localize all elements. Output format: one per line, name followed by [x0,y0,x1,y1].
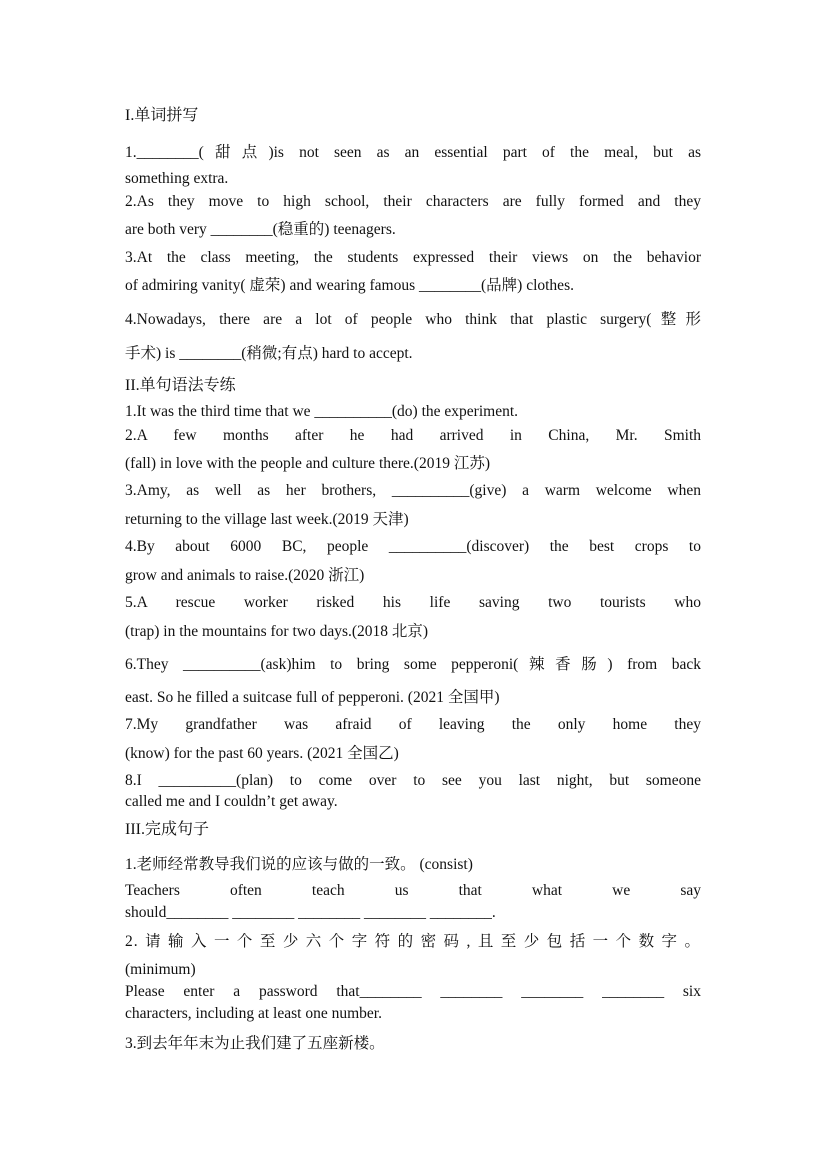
section3-title: III.完成句子 [125,821,209,838]
s2-q5-line1: 5.A rescue worker risked his life saving two tourists who [125,594,701,611]
s1-q4-line1: 4.Nowadays, there are a lot of people who think that plastic surgery(整形 [125,311,701,328]
s2-q2-line1: 2.A few months after he had arrived in China, Mr. Smith [125,427,701,444]
s2-q7-line2: (know) for the past 60 years. (2021 全国乙) [125,745,399,762]
s2-q7-line1: 7.My grandfather was afraid of leaving the only home they [125,716,701,733]
s1-q2-line1: 2.As they move to high school, their characters are fully formed and they [125,193,701,210]
s2-q4-line2: grow and animals to raise.(2020 浙江) [125,567,365,584]
s3-q2-line4: characters, including at least one number. [125,1005,382,1022]
s1-q3-line2: of admiring vanity( 虚荣) and wearing famous ________(品牌) clothes. [125,277,574,294]
s2-q8-line2: called me and I couldn’t get away. [125,793,338,810]
s1-q1-line1: 1.________(甜点)is not seen as an essential part of the meal, but as [125,144,701,161]
s2-q3-line1: 3.Amy, as well as her brothers, __________(give) a warm welcome when [125,482,701,499]
s3-q2-line3: Please enter a password that________ ________ ________ ________ six [125,983,701,1000]
s3-q2-line2: (minimum) [125,961,196,978]
s3-q1-line1: 1.老师经常教导我们说的应该与做的一致。 (consist) [125,856,473,873]
s1-q4-line2: 手术) is ________(稍微;有点) hard to accept. [125,345,413,362]
s2-q8-line1: 8.I __________(plan) to come over to see you last night, but someone [125,772,701,789]
s2-q4-line1: 4.By about 6000 BC, people __________(discover) the best crops to [125,538,701,555]
s2-q6-line2: east. So he filled a suitcase full of pepperoni. (2021 全国甲) [125,689,500,706]
s3-q1-line2: Teachers often teach us that what we say [125,882,701,899]
s2-q1-line1: 1.It was the third time that we __________(do) the experiment. [125,403,519,420]
section1-title: I.单词拼写 [125,107,199,124]
s1-q2-line2: are both very ________(稳重的) teenagers. [125,221,396,238]
s3-q2-line1: 2.请输入一个至少六个字符的密码,且至少包括一个数字。 [125,933,701,950]
s2-q6-line1: 6.They __________(ask)him to bring some pepperoni(辣香肠) from back [125,656,701,673]
s2-q2-line2: (fall) in love with the people and culture there.(2019 江苏) [125,455,490,472]
s1-q1-line2: something extra. [125,170,229,187]
s2-q5-line2: (trap) in the mountains for two days.(2018 北京) [125,623,429,640]
section2-title: II.单句语法专练 [125,377,236,394]
s3-q3-line1: 3.到去年年末为止我们建了五座新楼。 [125,1035,385,1052]
s3-q1-line3: should________ ________ ________ ________ ________. [125,904,496,921]
s2-q3-line2: returning to the village last week.(2019 天津) [125,511,409,528]
s1-q3-line1: 3.At the class meeting, the students expressed their views on the behavior [125,249,701,266]
